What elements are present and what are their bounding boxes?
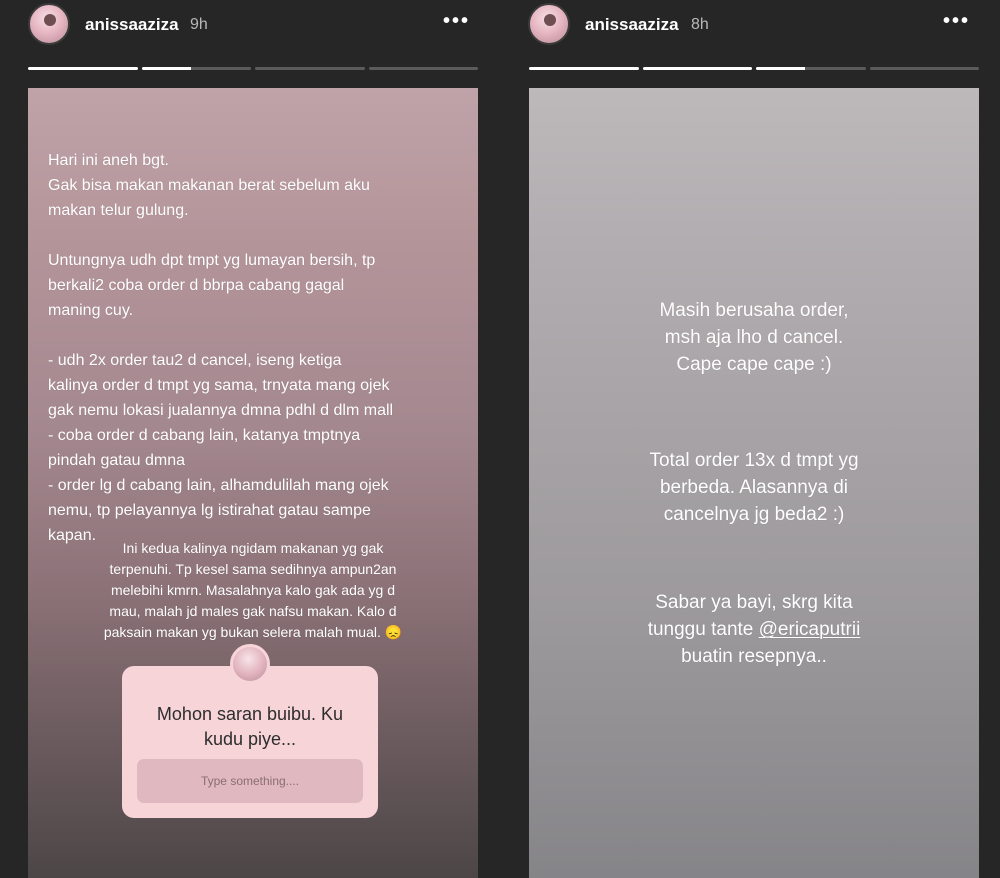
- story-text-block-3-part-1: Sabar ya bayi, skrg kita tunggu tante: [647, 592, 853, 640]
- question-answer-input[interactable]: Type something....: [137, 759, 363, 803]
- story-text-block-3: [619, 589, 889, 670]
- story-text-block-3-part-2: buatin resepnya..: [681, 646, 827, 667]
- progress-segment: [28, 67, 138, 70]
- profile-avatar[interactable]: [528, 3, 570, 45]
- progress-segment: [255, 67, 365, 70]
- question-text: Mohon saran buibu. Ku kudu piye...: [156, 704, 344, 749]
- question-avatar: [230, 644, 270, 684]
- story-content[interactable]: [28, 88, 478, 878]
- profile-avatar[interactable]: [28, 3, 70, 45]
- progress-segment: [369, 67, 479, 70]
- progress-segment: [870, 67, 980, 70]
- story-time: 9h: [190, 16, 208, 33]
- username[interactable]: anissaaziza: [85, 15, 179, 34]
- story-sub-text: Ini kedua kalinya ngidam makanan yg gak terpenuhi. Tp kesel sama sedihnya ampun2an melebihi kmrn. Masalahnya kalo gak ada yg d mau, malah jd males gak nafsu makan. Kalo d paksain makan yg bukan selera malah mual. 😞: [103, 540, 403, 640]
- story-time: 8h: [691, 16, 709, 33]
- story-text-block-1: Masih berusaha order, msh aja lho d cancel. Cape cape cape :): [659, 300, 849, 375]
- progress-segment: [529, 67, 639, 70]
- progress-segment: [756, 67, 866, 70]
- story-content[interactable]: [529, 88, 979, 878]
- progress-segment: [643, 67, 753, 70]
- more-options-icon[interactable]: •••: [442, 10, 470, 32]
- username[interactable]: anissaaziza: [585, 15, 679, 34]
- question-sticker[interactable]: [122, 666, 378, 818]
- story-progress: [28, 67, 478, 70]
- story-text-block-2: Total order 13x d tmpt yg berbeda. Alasannya di cancelnya jg beda2 :): [649, 450, 859, 525]
- more-options-icon[interactable]: •••: [942, 10, 970, 32]
- story-main-text: Hari ini aneh bgt. Gak bisa makan makanan berat sebelum aku makan telur gulung. Untungnya udh dpt tmpt yg lumayan bersih, tp berkali2 coba order d bbrpa cabang gagal maning cuy. - udh 2x order tau2 d cancel, iseng ketiga kalinya order d tmpt yg sama, trnyata mang ojek gak nemu lokasi jualannya dmna pdhl d dlm mall - coba order d cabang lain, katanya tmptnya pindah gatau dmna - order lg d cabang lain, alhamdulilah mang ojek nemu, tp pelayannya lg istirahat gatau sampe kapan.: [48, 152, 394, 544]
- progress-segment: [142, 67, 252, 70]
- right-story-panel: [500, 0, 1000, 878]
- story-progress: [529, 67, 979, 70]
- story-header: [528, 3, 978, 51]
- story-header: [28, 3, 478, 51]
- mention-link[interactable]: @ericaputrii: [758, 619, 861, 640]
